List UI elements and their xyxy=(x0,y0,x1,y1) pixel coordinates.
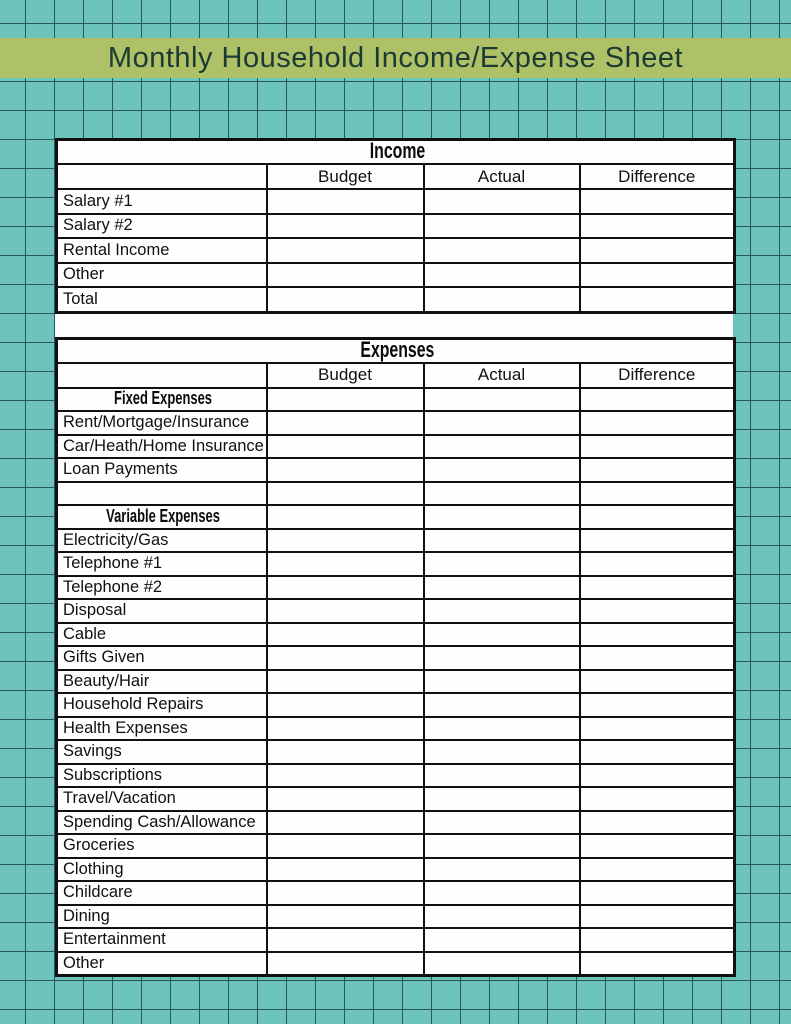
income-value-cell[interactable] xyxy=(267,189,424,214)
expense-row xyxy=(57,623,735,647)
expense-value-cell[interactable] xyxy=(267,576,424,600)
expense-value-cell[interactable] xyxy=(424,529,580,553)
income-value-cell[interactable] xyxy=(267,263,424,288)
expense-row xyxy=(57,670,735,694)
income-value-cell[interactable] xyxy=(267,287,424,312)
expense-row-label: Telephone #2 xyxy=(57,576,267,600)
expense-value-cell[interactable] xyxy=(424,670,580,694)
expense-row xyxy=(57,482,735,506)
expense-row xyxy=(57,552,735,576)
expenses-column-header-row xyxy=(57,363,735,388)
expense-subsection-header xyxy=(57,388,267,412)
expense-value-cell[interactable] xyxy=(267,670,424,694)
expense-value-cell[interactable] xyxy=(580,787,735,811)
expense-value-cell[interactable] xyxy=(424,881,580,905)
expense-value-cell[interactable] xyxy=(267,740,424,764)
expense-row xyxy=(57,905,735,929)
expense-value-cell[interactable] xyxy=(267,552,424,576)
expense-value-cell[interactable] xyxy=(267,505,424,529)
income-value-cell[interactable] xyxy=(424,287,580,312)
income-value-cell[interactable] xyxy=(267,238,424,263)
expense-row xyxy=(57,834,735,858)
expense-row-label: Rent/Mortgage/Insurance xyxy=(57,411,267,435)
expense-value-cell[interactable] xyxy=(424,928,580,952)
expense-value-cell[interactable] xyxy=(424,834,580,858)
expense-row-label: Clothing xyxy=(57,858,267,882)
expense-row-label: Household Repairs xyxy=(57,693,267,717)
expense-value-cell[interactable] xyxy=(267,717,424,741)
expense-value-cell[interactable] xyxy=(267,787,424,811)
expense-blank-label-cell xyxy=(57,482,267,506)
expense-value-cell[interactable] xyxy=(424,740,580,764)
expense-value-cell[interactable] xyxy=(580,623,735,647)
expense-row xyxy=(57,740,735,764)
expense-row-label: Beauty/Hair xyxy=(57,670,267,694)
expense-row-label: Childcare xyxy=(57,881,267,905)
expense-value-cell[interactable] xyxy=(580,693,735,717)
income-value-cell[interactable] xyxy=(424,238,580,263)
income-corner-cell xyxy=(57,164,267,189)
expense-row-label: Disposal xyxy=(57,599,267,623)
income-row-label: Rental Income xyxy=(57,238,267,263)
income-banner-row xyxy=(57,140,735,165)
expense-value-cell[interactable] xyxy=(424,458,580,482)
income-column-header-budget: Budget xyxy=(267,164,424,189)
income-row-label: Salary #2 xyxy=(57,214,267,239)
expense-value-cell[interactable] xyxy=(580,435,735,459)
expense-value-cell[interactable] xyxy=(267,905,424,929)
expense-value-cell[interactable] xyxy=(580,858,735,882)
expense-row-label: Other xyxy=(57,952,267,976)
expense-value-cell[interactable] xyxy=(267,881,424,905)
expense-row xyxy=(57,599,735,623)
expenses-banner-row xyxy=(57,338,735,363)
expense-value-cell[interactable] xyxy=(580,576,735,600)
income-column-header-row xyxy=(57,164,735,189)
expense-row xyxy=(57,717,735,741)
expenses-section-header-label: Expenses xyxy=(360,338,435,362)
expense-value-cell[interactable] xyxy=(424,599,580,623)
expense-value-cell[interactable] xyxy=(267,599,424,623)
expense-value-cell[interactable] xyxy=(424,623,580,647)
expense-value-cell[interactable] xyxy=(580,599,735,623)
expense-row xyxy=(57,505,735,529)
section-spacer xyxy=(55,314,733,337)
expense-row xyxy=(57,576,735,600)
expense-value-cell[interactable] xyxy=(267,388,424,412)
expense-value-cell[interactable] xyxy=(424,693,580,717)
income-row xyxy=(57,214,735,239)
expense-value-cell[interactable] xyxy=(267,693,424,717)
expense-value-cell[interactable] xyxy=(424,787,580,811)
expense-row-label: Savings xyxy=(57,740,267,764)
expense-row-label: Loan Payments xyxy=(57,458,267,482)
expense-value-cell[interactable] xyxy=(580,458,735,482)
expense-row-label: Electricity/Gas xyxy=(57,529,267,553)
income-row xyxy=(57,238,735,263)
expense-value-cell[interactable] xyxy=(267,458,424,482)
expense-row xyxy=(57,881,735,905)
income-section-header-label: Income xyxy=(369,139,425,163)
expense-value-cell[interactable] xyxy=(580,670,735,694)
expense-value-cell[interactable] xyxy=(424,952,580,976)
expense-row xyxy=(57,435,735,459)
expense-row xyxy=(57,646,735,670)
expense-value-cell[interactable] xyxy=(424,505,580,529)
expense-value-cell[interactable] xyxy=(267,834,424,858)
expense-value-cell[interactable] xyxy=(267,646,424,670)
expense-row-label: Car/Heath/Home Insurance xyxy=(57,435,267,459)
expense-value-cell[interactable] xyxy=(580,482,735,506)
expense-row xyxy=(57,411,735,435)
expense-row-label: Telephone #1 xyxy=(57,552,267,576)
expense-value-cell[interactable] xyxy=(424,576,580,600)
expense-value-cell[interactable] xyxy=(580,764,735,788)
expense-subsection-header xyxy=(57,505,267,529)
expense-value-cell[interactable] xyxy=(580,811,735,835)
expense-value-cell[interactable] xyxy=(580,834,735,858)
expense-row-label: Entertainment xyxy=(57,928,267,952)
expense-value-cell[interactable] xyxy=(580,388,735,412)
expense-row-label: Gifts Given xyxy=(57,646,267,670)
expense-row xyxy=(57,764,735,788)
income-table xyxy=(55,138,736,314)
income-column-header-difference: Difference xyxy=(580,164,735,189)
expense-value-cell[interactable] xyxy=(424,764,580,788)
expense-row-label: Dining xyxy=(57,905,267,929)
income-value-cell[interactable] xyxy=(580,238,735,263)
income-value-cell[interactable] xyxy=(580,214,735,239)
income-value-cell[interactable] xyxy=(424,189,580,214)
expense-value-cell[interactable] xyxy=(267,482,424,506)
expense-value-cell[interactable] xyxy=(267,411,424,435)
expenses-table xyxy=(55,337,736,978)
income-value-cell[interactable] xyxy=(424,263,580,288)
expense-row xyxy=(57,952,735,976)
expense-value-cell[interactable] xyxy=(580,952,735,976)
income-column-header-actual: Actual xyxy=(424,164,580,189)
income-value-cell[interactable] xyxy=(424,214,580,239)
expense-value-cell[interactable] xyxy=(424,905,580,929)
expense-value-cell[interactable] xyxy=(580,411,735,435)
expense-value-cell[interactable] xyxy=(580,881,735,905)
income-row-label: Total xyxy=(57,287,267,312)
expense-value-cell[interactable] xyxy=(580,740,735,764)
expenses-column-header-budget: Budget xyxy=(267,363,424,388)
expenses-section-header xyxy=(57,338,735,363)
expense-value-cell[interactable] xyxy=(424,552,580,576)
expense-subsection-header-label: Fixed Expenses xyxy=(114,388,213,409)
income-row xyxy=(57,263,735,288)
income-value-cell[interactable] xyxy=(580,189,735,214)
expense-value-cell[interactable] xyxy=(267,623,424,647)
expense-row-label: Health Expenses xyxy=(57,717,267,741)
expense-value-cell[interactable] xyxy=(424,482,580,506)
expense-value-cell[interactable] xyxy=(424,858,580,882)
income-row-label: Salary #1 xyxy=(57,189,267,214)
expense-value-cell[interactable] xyxy=(580,905,735,929)
expense-value-cell[interactable] xyxy=(580,928,735,952)
expense-value-cell[interactable] xyxy=(580,552,735,576)
expense-value-cell[interactable] xyxy=(424,411,580,435)
expense-value-cell[interactable] xyxy=(580,717,735,741)
expense-row xyxy=(57,928,735,952)
expense-row-label: Spending Cash/Allowance xyxy=(57,811,267,835)
expenses-corner-cell xyxy=(57,363,267,388)
expense-value-cell[interactable] xyxy=(267,928,424,952)
expense-value-cell[interactable] xyxy=(424,811,580,835)
income-section-header xyxy=(57,140,735,165)
expense-value-cell[interactable] xyxy=(424,435,580,459)
page-title: Monthly Household Income/Expense Sheet xyxy=(107,41,684,74)
income-table-body xyxy=(57,140,735,313)
expense-value-cell[interactable] xyxy=(424,388,580,412)
expenses-column-header-difference: Difference xyxy=(580,363,735,388)
budget-sheet xyxy=(55,138,733,977)
title-banner xyxy=(0,38,791,78)
expense-row-label: Travel/Vacation xyxy=(57,787,267,811)
income-value-cell[interactable] xyxy=(267,214,424,239)
expense-row xyxy=(57,858,735,882)
expense-value-cell[interactable] xyxy=(580,529,735,553)
expense-row-label: Subscriptions xyxy=(57,764,267,788)
expense-value-cell[interactable] xyxy=(267,764,424,788)
income-row xyxy=(57,189,735,214)
expense-row xyxy=(57,529,735,553)
expense-value-cell[interactable] xyxy=(267,858,424,882)
expense-row xyxy=(57,811,735,835)
income-row-label: Other xyxy=(57,263,267,288)
expense-value-cell[interactable] xyxy=(424,717,580,741)
expense-row-label: Groceries xyxy=(57,834,267,858)
expense-value-cell[interactable] xyxy=(267,529,424,553)
expense-row-label: Cable xyxy=(57,623,267,647)
expenses-column-header-actual: Actual xyxy=(424,363,580,388)
income-value-cell[interactable] xyxy=(580,263,735,288)
expenses-table-body xyxy=(57,338,735,976)
expense-subsection-header-label: Variable Expenses xyxy=(106,505,221,526)
income-row xyxy=(57,287,735,312)
expense-row xyxy=(57,787,735,811)
expense-value-cell[interactable] xyxy=(267,435,424,459)
expense-row xyxy=(57,458,735,482)
expense-value-cell[interactable] xyxy=(267,952,424,976)
expense-row xyxy=(57,388,735,412)
expense-value-cell[interactable] xyxy=(267,811,424,835)
income-value-cell[interactable] xyxy=(580,287,735,312)
expense-value-cell[interactable] xyxy=(580,505,735,529)
expense-value-cell[interactable] xyxy=(424,646,580,670)
expense-row xyxy=(57,693,735,717)
expense-value-cell[interactable] xyxy=(580,646,735,670)
